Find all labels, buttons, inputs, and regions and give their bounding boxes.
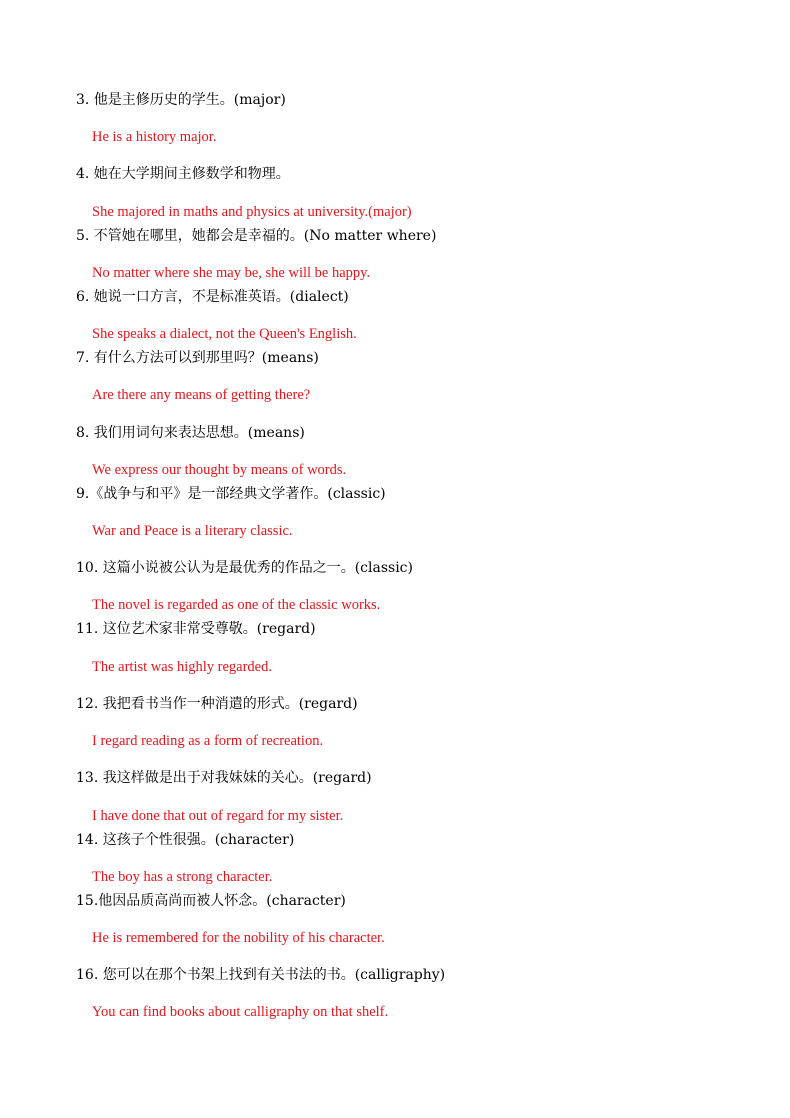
question-10: 10. 这篇小说被公认为是最优秀的作品之一。(classic) <box>76 560 413 576</box>
question-16: 16. 您可以在那个书架上找到有关书法的书。(calligraphy) <box>76 967 446 983</box>
answer-6: She speaks a dialect, not the Queen's English. <box>92 326 357 342</box>
answer-10: The novel is regarded as one of the classic works. <box>92 597 381 613</box>
question-12: 12. 我把看书当作一种消遣的形式。(regard) <box>76 696 358 712</box>
question-3: 3. 他是主修历史的学生。(major) <box>76 92 286 108</box>
answer-12: I regard reading as a form of recreation. <box>92 733 324 749</box>
answer-11: The artist was highly regarded. <box>92 659 272 675</box>
question-9: 9.《战争与和平》是一部经典文学著作。(classic) <box>76 486 386 502</box>
answer-16: You can find books about calligraphy on that shelf. <box>92 1004 389 1020</box>
answer-5: No matter where she may be, she will be happy. <box>92 265 371 281</box>
question-11: 11. 这位艺术家非常受尊敬。(regard) <box>76 621 316 637</box>
question-14: 14. 这孩子个性很强。(character) <box>76 832 295 848</box>
question-4: 4. 她在大学期间主修数学和物理。 <box>76 166 290 182</box>
answer-7: Are there any means of getting there? <box>92 387 311 403</box>
answer-13: I have done that out of regard for my sister. <box>92 808 344 824</box>
answer-9: War and Peace is a literary classic. <box>92 523 293 539</box>
question-15: 15.他因品质高尚而被人怀念。(character) <box>76 893 346 909</box>
question-13: 13. 我这样做是出于对我妹妹的关心。(regard) <box>76 770 372 786</box>
answer-4: She majored in maths and physics at university.(major) <box>92 204 412 220</box>
answer-8: We express our thought by means of words. <box>92 462 347 478</box>
answer-3: He is a history major. <box>92 129 217 145</box>
question-8: 8. 我们用词句来表达思想。(means) <box>76 425 305 441</box>
question-5: 5. 不管她在哪里，她都会是幸福的。(No matter where) <box>76 228 437 244</box>
question-6: 6. 她说一口方言，不是标准英语。(dialect) <box>76 289 349 305</box>
answer-15: He is remembered for the nobility of his character. <box>92 930 385 946</box>
question-7: 7. 有什么方法可以到那里吗？(means) <box>76 350 319 366</box>
answer-14: The boy has a strong character. <box>92 869 273 885</box>
